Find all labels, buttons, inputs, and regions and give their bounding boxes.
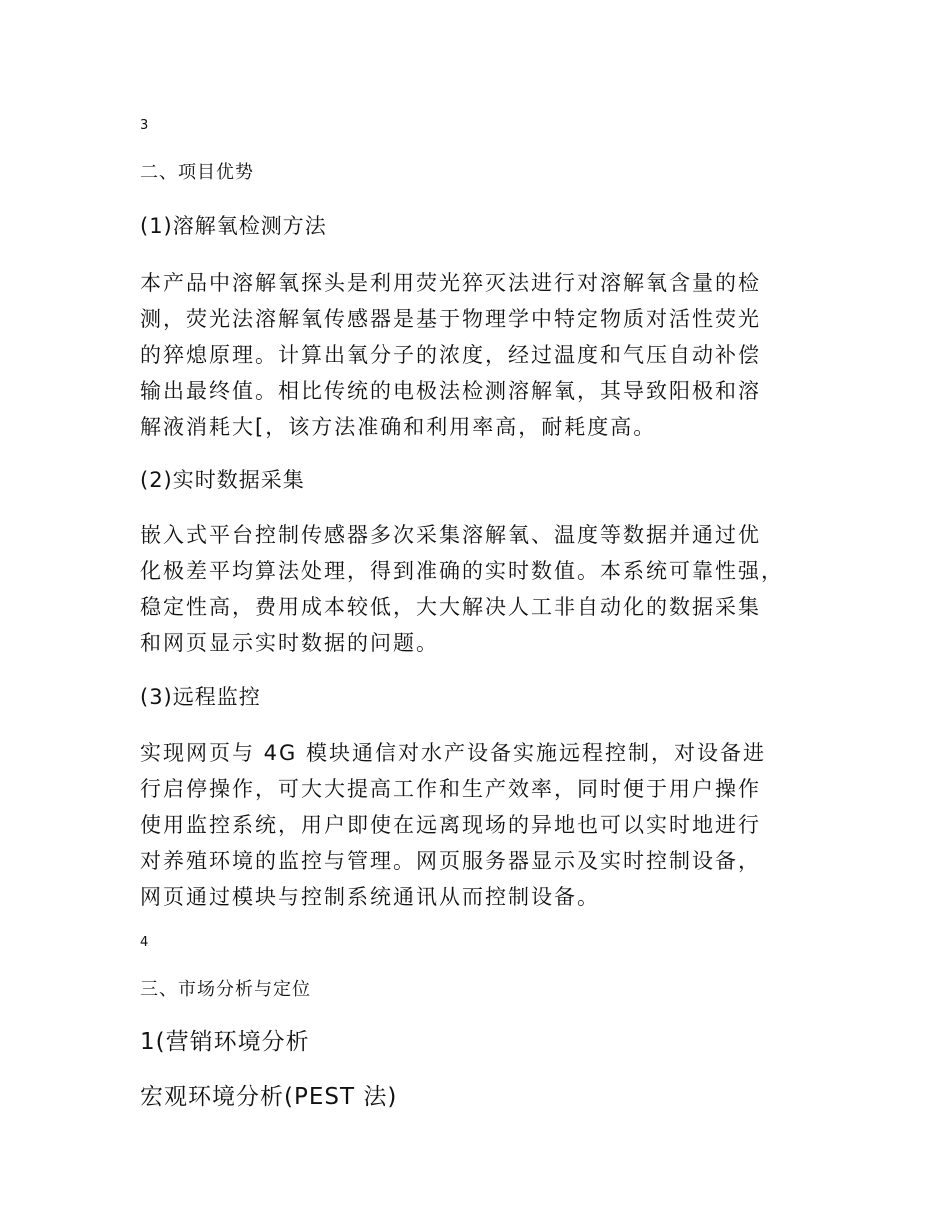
paragraph-dissolved-oxygen-method — [140, 265, 830, 445]
paragraph-line: 对养殖环境的监控与管理。网页服务器显示及实时控制设备， — [140, 849, 761, 873]
page-number: 4 — [140, 935, 149, 950]
page-number: 3 — [140, 118, 149, 133]
paragraph-line: 和网页显示实时数据的问题。 — [140, 631, 439, 655]
subheading-remote-monitoring: (3)远程监控 — [140, 685, 261, 709]
subheading-realtime-data: (2)实时数据采集 — [140, 468, 305, 492]
paragraph-remote-monitoring — [140, 735, 830, 915]
subheading-dissolved-oxygen-method: (1)溶解氧检测方法 — [140, 214, 327, 238]
paragraph-line: 稳定性高，费用成本较低，大大解决人工非自动化的数据采集 — [140, 595, 761, 619]
paragraph-line: 解液消耗大[，该方法准确和利用率高，耐耗度高。 — [140, 415, 657, 439]
paragraph-line: 输出最终值。相比传统的电极法检测溶解氧，其导致阳极和溶 — [140, 379, 761, 403]
paragraph-line: 使用监控系统，用户即使在远离现场的异地也可以实时地进行 — [140, 813, 761, 837]
paragraph-line: 网页通过模块与控制系统通讯从而控制设备。 — [140, 885, 600, 909]
paragraph-line: 本产品中溶解氧探头是利用荧光猝灭法进行对溶解氧含量的检 — [140, 271, 761, 295]
subheading-marketing-environment: 1(营销环境分析 — [140, 1029, 310, 1055]
document-page — [140, 0, 830, 1230]
paragraph-line: 的猝熄原理。计算出氧分子的浓度，经过温度和气压自动补偿 — [140, 343, 761, 367]
paragraph-line: 嵌入式平台控制传感器多次采集溶解氧、温度等数据并通过优 — [140, 523, 761, 547]
section-heading-market-analysis: 三、市场分析与定位 — [140, 979, 311, 1000]
section-heading-project-advantages: 二、项目优势 — [140, 162, 254, 183]
subheading-macro-environment: 宏观环境分析(PEST 法) — [140, 1084, 398, 1110]
paragraph-line: 行启停操作，可大大提高工作和生产效率，同时便于用户操作 — [140, 777, 761, 801]
paragraph-line: 测，荧光法溶解氧传感器是基于物理学中特定物质对活性荧光 — [140, 307, 761, 331]
paragraph-realtime-data — [140, 517, 830, 661]
paragraph-line: 化极差平均算法处理，得到准确的实时数值。本系统可靠性强， — [140, 559, 784, 583]
paragraph-line: 实现网页与 4G 模块通信对水产设备实施远程控制，对设备进 — [140, 741, 766, 765]
